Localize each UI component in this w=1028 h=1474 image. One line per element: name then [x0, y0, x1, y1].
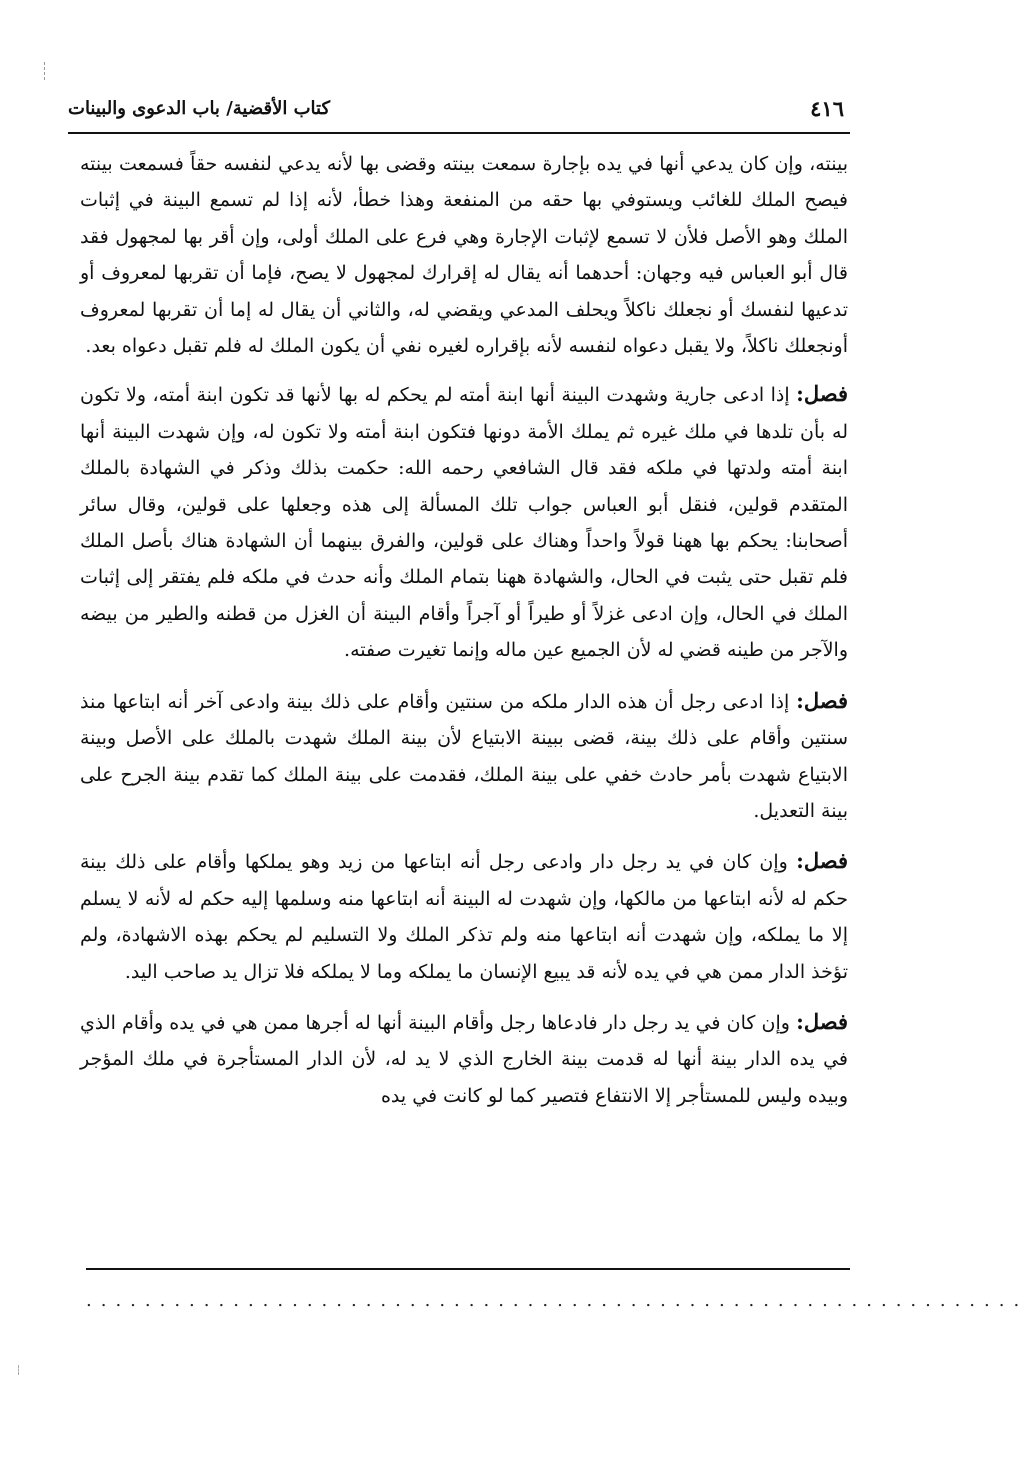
paragraph	[80, 376, 848, 668]
section-marker: فصل:	[796, 687, 848, 713]
section-marker: فصل:	[796, 1008, 848, 1034]
paragraph-text: وإن كان في يد رجل دار وادعى رجل أنه ابتاعها من زيد وهو يملكها وأقام على ذلك بينة حكم له لأنه ابتاعها من مالكها، وإن شهدت له البينة أنه ابتاعها منه وسلمها إليه حكم له لأنه لا يسلم إلا ما يملكه، وإن شهدت أنه ابتاعها منه ولم تذكر الملك ولا التسليم لم يحكم بهذه الاشهادة، ولم تؤخذ الدار ممن هي في يده لأنه قد يبيع الإنسان ما يملكه وما لا يملكه فلا تزال يد صاحب اليد.	[80, 851, 848, 983]
body-text	[80, 146, 848, 1128]
page-header	[68, 96, 850, 136]
paragraph-text: وإن كان في يد رجل دار فادعاها رجل وأقام البينة أنها له أجرها ممن هي في يده وأقام الذي في يده الدار بينة أنها له قدمت بينة الخارج الذي لا يد له، لأن الدار المستأجرة في ملك المؤجر وبيده وليس للمستأجر إلا الانتفاع فتصير كما لو كانت في يده	[80, 1011, 848, 1107]
paragraph	[80, 683, 848, 830]
scan-artifact	[18, 1365, 20, 1375]
section-marker: فصل:	[796, 848, 848, 874]
paragraph-text: إذا ادعى جارية وشهدت البينة أنها ابنة أمته لم يحكم له بها لأنها قد تكون ابنة أمته، ولا تكون له بأن تلدها في ملك غيره ثم يملك الأمة دونها فتكون ابنة أمته ولا تكون له، وإن شهدت البينة أنها ابنة أمته ولدتها في ملكه فقد قال الشافعي رحمه الله: حكمت بذلك وذكر في الشهادة بالملك المتقدم قولين، فنقل أبو العباس جواب تلك المسألة إلى هذه وجعلها على قولين، وقال سائر أصحابنا: يحكم بها ههنا قولاً واحداً وهناك على قولين، والفرق بينهما أن الشهادة هناك بأصل الملك فلم تقبل حتى يثبت في الحال، والشهادة ههنا بتمام الملك وأنه حدث في ملكه فلم يفتقر إلى إثبات الملك في الحال، وإن ادعى غزلاً أو طيراً أو آجراً وأقام البينة أن الغزل من قطنه والطير من بيضه والآجر من طينه قضي له لأن الجميع عين ماله وإنما تغيرت صفته.	[80, 384, 848, 662]
paragraph	[80, 1004, 848, 1114]
section-marker: فصل:	[796, 381, 848, 407]
page-number: ٤١٦	[810, 96, 844, 121]
paragraph-text: إذا ادعى رجل أن هذه الدار ملكه من سنتين وأقام على ذلك بينة وادعى آخر أنه ابتاعها منذ سنتين وأقام على ذلك بينة، قضى ببينة الابتياع لأن بينة الملك شهدت بالملك على الأصل وبينة الابتياع شهدت بأمر حادث خفي على بينة الملك، فقدمت على بينة الملك كما تقدم بينة الجرح على بينة التعديل.	[80, 690, 848, 822]
paragraph	[80, 843, 848, 990]
scan-artifact	[44, 62, 46, 80]
footnote-rule	[86, 1268, 850, 1270]
header-rule	[68, 132, 850, 134]
paragraph	[80, 146, 848, 364]
footnote-dots: ................................................................	[86, 1290, 1028, 1311]
paragraph-text: بينته، وإن كان يدعي أنها في يده بإجارة سمعت بينته وقضى بها لأنه يدعي لنفسه حقاً فسمعت بينته فيصح الملك للغائب ويستوفي بها حقه من المنفعة وهذا خطأ، لأنه إذا لم تسمع البينة في إثبات الملك وهو الأصل فلأن لا تسمع لإثبات الإجارة وهي فرع على الملك أولى، وإن أقر بها لمجهول فقد قال أبو العباس فيه وجهان: أحدهما أنه يقال له إقرارك لمجهول لا يصح، فإما أن تقربها لمعروف أو تدعيها لنفسك أو نجعلك ناكلاً ويحلف المدعي ويقضي له، والثاني أن يقال له إما أن تقربها لمعروف أونجعلك ناكلاً، ولا يقبل دعواه لنفسه لأنه بإقراره لغيره نفي أن يكون الملك له فلم تقبل دعواه بعد.	[80, 153, 848, 358]
running-title: كتاب الأقضية/ باب الدعوى والبينات	[68, 98, 331, 119]
